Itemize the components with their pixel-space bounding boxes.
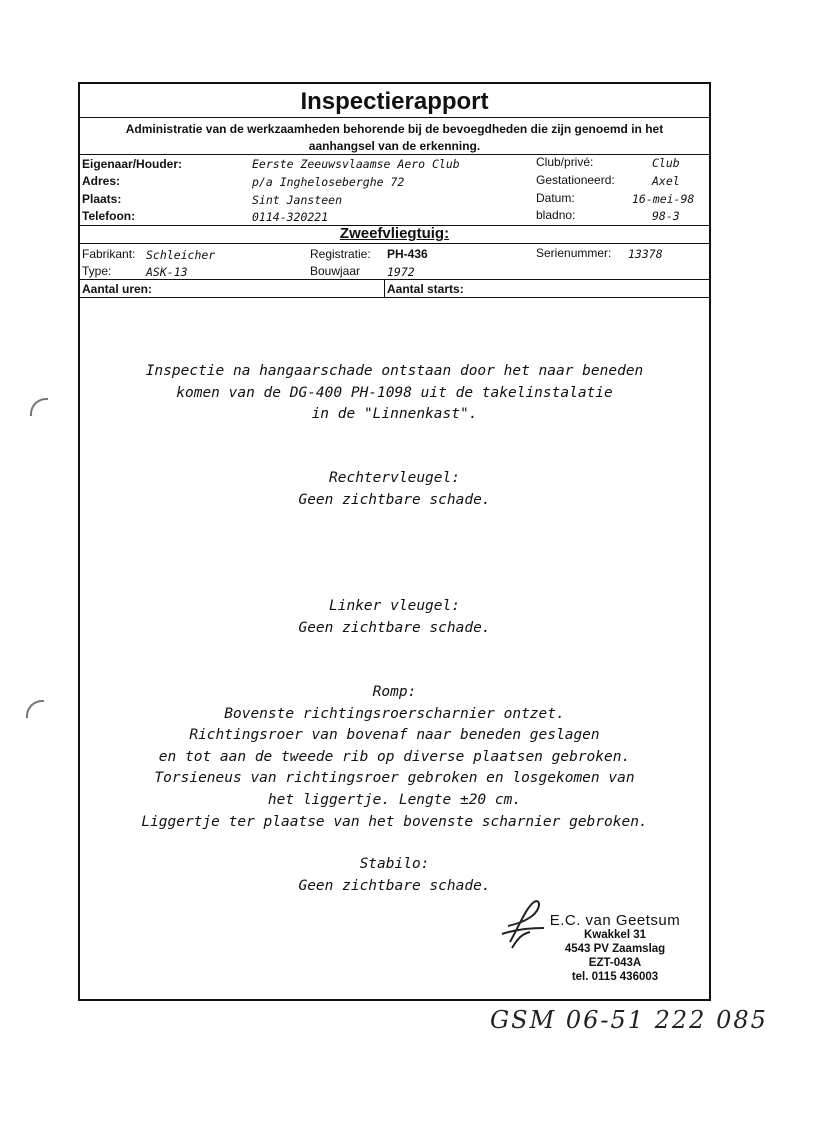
divider [80,243,709,244]
report-right-wing: Rechtervleugel: Geen zichtbare schade. [298,470,491,508]
divider [80,154,709,155]
report-intro: Inspectie na hangaarschade ontstaan door het naar beneden komen van de DG-400 PH-1098 uit de takelinstalatie in de "Linnenkast". [145,363,644,423]
report-stabilizer: Stabilo: Geen zichtbare schade. [298,856,491,894]
serial-label: Serienummer: [536,246,612,260]
report-fuselage: Romp: Bovenste richtingsroerscharnier ontzet. Richtingsroer van bovenaf naar beneden geslagen en tot aan de tweede rib op diverse plaatsen gebroken. Torsieneus van richtingsroer gebroken en losgekomen van het liggertje. Lengte ±20 cm. Liggertje ter plaatse van het bovenste scharnier gebroken. [141,684,648,830]
address-label: Adres: [82,174,121,188]
report-left-wing: Linker vleugel: Geen zichtbare schade. [298,598,491,636]
stationed-label: Gestationeerd: [536,173,615,187]
manufacturer-value: Schleicher [146,248,216,262]
inspection-form [78,82,711,1001]
divider-vertical [384,279,385,297]
registration-value: PH-436 [387,247,428,261]
club-label: Club/privé: [536,155,594,169]
inspector-street: Kwakkel 31 [583,929,646,941]
build-year-label: Bouwjaar [310,264,361,278]
handwritten-note: GSM 06-51 222 085 [490,1006,768,1034]
build-year-value: 1972 [387,265,415,279]
registration-label: Registratie: [310,247,371,261]
form-subtitle: Administratie van de werkzaamheden behorende bij de bevoegdheden die zijn genoemd in het aanhangsel van de erkenning. [125,122,664,153]
inspector-stamp [520,914,710,984]
owner-label: Eigenaar/Houder: [82,157,183,171]
address-value: p/a Ingheloseberghe 72 [252,175,405,189]
glider-section-title: Zweefvliegtuig: [339,225,450,242]
page-title: Inspectierapport [300,88,489,115]
divider [80,117,709,118]
inspector-city: 4543 PV Zaamslag [564,943,666,955]
owner-value: Eerste Zeeuwsvlaamse Aero Club [252,157,460,171]
divider [80,279,709,280]
divider [80,297,709,298]
club-value: Club [652,156,680,170]
stationed-value: Axel [652,174,680,188]
starts-label: Aantal starts: [387,282,464,296]
date-value: 16-mei-98 [632,192,695,206]
manufacturer-label: Fabrikant: [82,247,136,261]
phone-label: Telefoon: [82,209,136,223]
punch-hole-top [30,398,48,416]
serial-value: 13378 [628,247,663,261]
date-label: Datum: [536,191,575,205]
type-value: ASK-13 [146,265,188,279]
place-label: Plaats: [82,192,122,206]
phone-value: 0114-320221 [252,210,329,224]
hours-label: Aantal uren: [82,282,153,296]
type-label: Type: [82,264,112,278]
page-number-value: 98-3 [652,209,680,223]
page-number-label: bladno: [536,208,576,222]
punch-hole-bottom [26,700,44,718]
inspector-code: EZT-043A [588,957,642,969]
inspector-name: E.C. van Geetsum [549,912,681,929]
inspector-phone: tel. 0115 436003 [571,971,659,983]
place-value: Sint Jansteen [252,193,343,207]
